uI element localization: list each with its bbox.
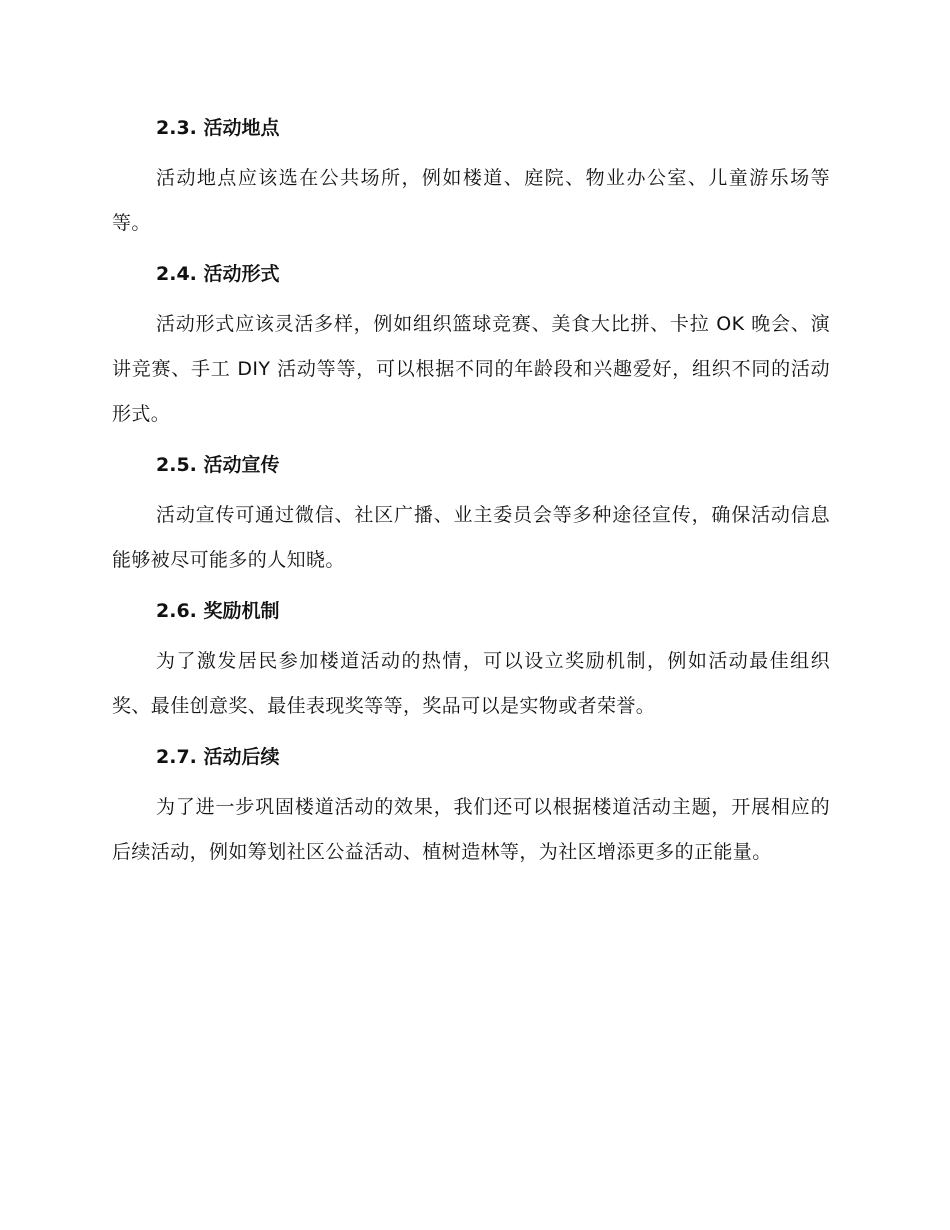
section-paragraph: 活动地点应该选在公共场所，例如楼道、庭院、物业办公室、儿童游乐场等等。	[112, 167, 830, 234]
section-paragraph: 为了激发居民参加楼道活动的热情，可以设立奖励机制，例如活动最佳组织奖、最佳创意奖、最佳表现奖等等，奖品可以是实物或者荣誉。	[112, 650, 830, 717]
section-heading: 2.3. 活动地点	[156, 117, 280, 139]
section-paragraph: 活动形式应该灵活多样，例如组织篮球竞赛、美食大比拼、卡拉 OK 晚会、演讲竞赛、手工 DIY 活动等等，可以根据不同的年龄段和兴趣爱好，组织不同的活动形式。	[112, 313, 830, 425]
section-heading: 2.4. 活动形式	[156, 263, 280, 285]
section-heading: 2.6. 奖励机制	[156, 600, 280, 622]
section-2-3	[112, 112, 830, 246]
document-page	[112, 112, 830, 887]
section-paragraph: 为了进一步巩固楼道活动的效果，我们还可以根据楼道活动主题，开展相应的后续活动，例如筹划社区公益活动、植树造林等，为社区增添更多的正能量。	[112, 796, 830, 863]
section-2-6	[112, 595, 830, 729]
section-2-5	[112, 449, 830, 583]
section-2-7	[112, 741, 830, 875]
section-heading: 2.7. 活动后续	[156, 746, 280, 768]
section-heading: 2.5. 活动宣传	[156, 454, 280, 476]
section-2-4	[112, 258, 830, 437]
section-paragraph: 活动宣传可通过微信、社区广播、业主委员会等多种途径宣传，确保活动信息能够被尽可能多的人知晓。	[112, 504, 830, 571]
